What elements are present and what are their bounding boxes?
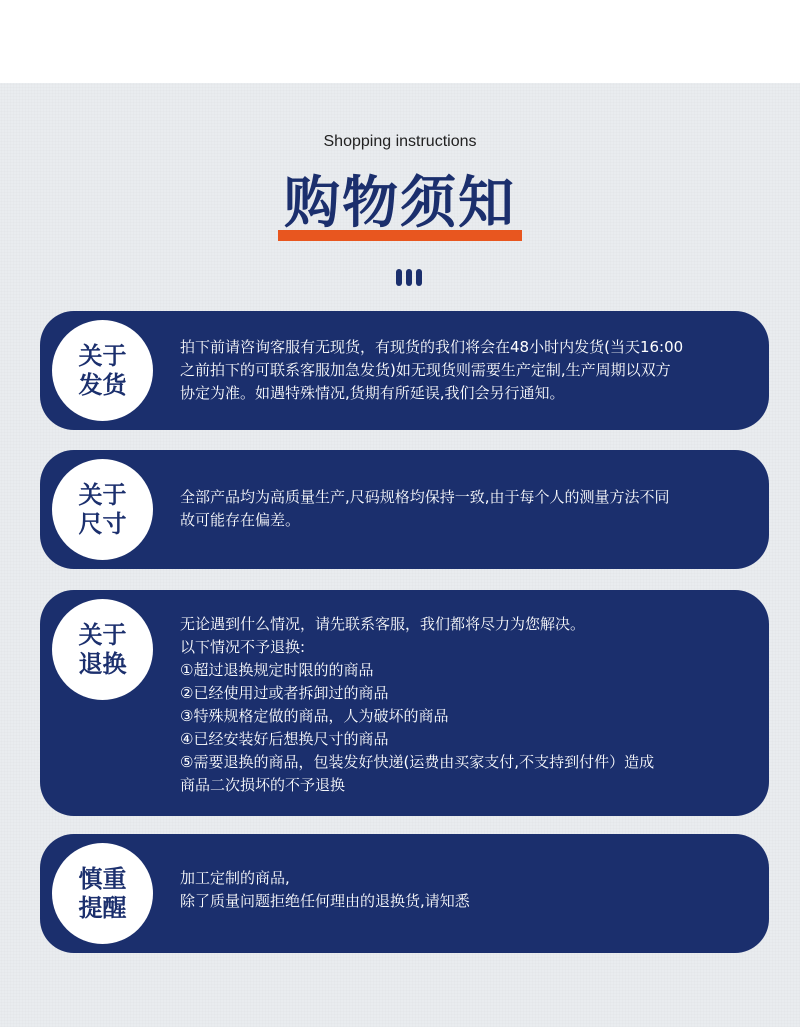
- card-reminder: [40, 834, 769, 953]
- card-text-line: 之前拍下的可联系客服加急发货)如无现货则需要生产定制,生产周期以双方: [180, 361, 671, 379]
- card-text-line: 协定为准。如遇特殊情况,货期有所延误,我们会另行通知。: [180, 384, 565, 402]
- page-title: [278, 171, 522, 237]
- card-label-badge: [52, 320, 153, 421]
- card-shipping: [40, 311, 769, 430]
- card-text-line: 故可能存在偏差。: [180, 511, 301, 529]
- card-text-line: 加工定制的商品,: [180, 869, 290, 887]
- card-label-line1: 慎重: [78, 864, 127, 893]
- card-label-line1: 关于: [78, 480, 127, 509]
- page-title-text: 购物须知: [284, 171, 516, 236]
- card-text-line: 无论遇到什么情况，请先联系客服，我们都将尽力为您解决。: [180, 615, 586, 633]
- title-wrap: [0, 171, 800, 237]
- card-text-line: 以下情况不予退换:: [180, 638, 306, 656]
- card-body: [180, 486, 749, 532]
- card-text-line: 除了质量问题拒绝任何理由的退换货,请知悉: [180, 892, 470, 910]
- bar-2: [406, 269, 412, 286]
- bar-1: [396, 269, 402, 286]
- card-body: [180, 867, 749, 913]
- card-text-line: 拍下前请咨询客服有无现货，有现货的我们将会在48小时内发货(当天16:00: [180, 338, 684, 356]
- card-text-line: ②已经使用过或者拆卸过的商品: [180, 684, 389, 702]
- card-label-line1: 关于: [78, 341, 127, 370]
- card-label-line2: 退换: [78, 649, 127, 678]
- bar-3: [416, 269, 422, 286]
- card-label-badge: [52, 843, 153, 944]
- section-subtitle: Shopping instructions: [323, 133, 477, 150]
- card-text-line: 商品二次损坏的不予退换: [180, 776, 346, 794]
- shopping-instructions-panel: [0, 83, 800, 1027]
- card-body: [180, 613, 749, 797]
- card-text-line: ⑤需要退换的商品，包装发好快递(运费由买家支付,不支持到付件）造成: [180, 753, 655, 771]
- card-returns: [40, 590, 769, 816]
- card-label-badge: [52, 459, 153, 560]
- top-blank-area: [0, 0, 800, 83]
- card-label-line2: 提醒: [78, 893, 127, 922]
- card-text-line: ④已经安装好后想换尺寸的商品: [180, 730, 389, 748]
- card-text-line: ①超过退换规定时限的的商品: [180, 661, 374, 679]
- card-size: [40, 450, 769, 569]
- card-text-line: 全部产品均为高质量生产,尺码规格均保持一致,由于每个人的测量方法不同: [180, 488, 670, 506]
- card-text-line: ③特殊规格定做的商品，人为破坏的商品: [180, 707, 449, 725]
- card-body: [180, 336, 749, 405]
- decorative-bars-icon: [396, 269, 422, 286]
- card-label-line2: 发货: [78, 370, 127, 399]
- card-label-line2: 尺寸: [78, 509, 127, 538]
- card-label-badge: [52, 599, 153, 700]
- card-label-line1: 关于: [78, 620, 127, 649]
